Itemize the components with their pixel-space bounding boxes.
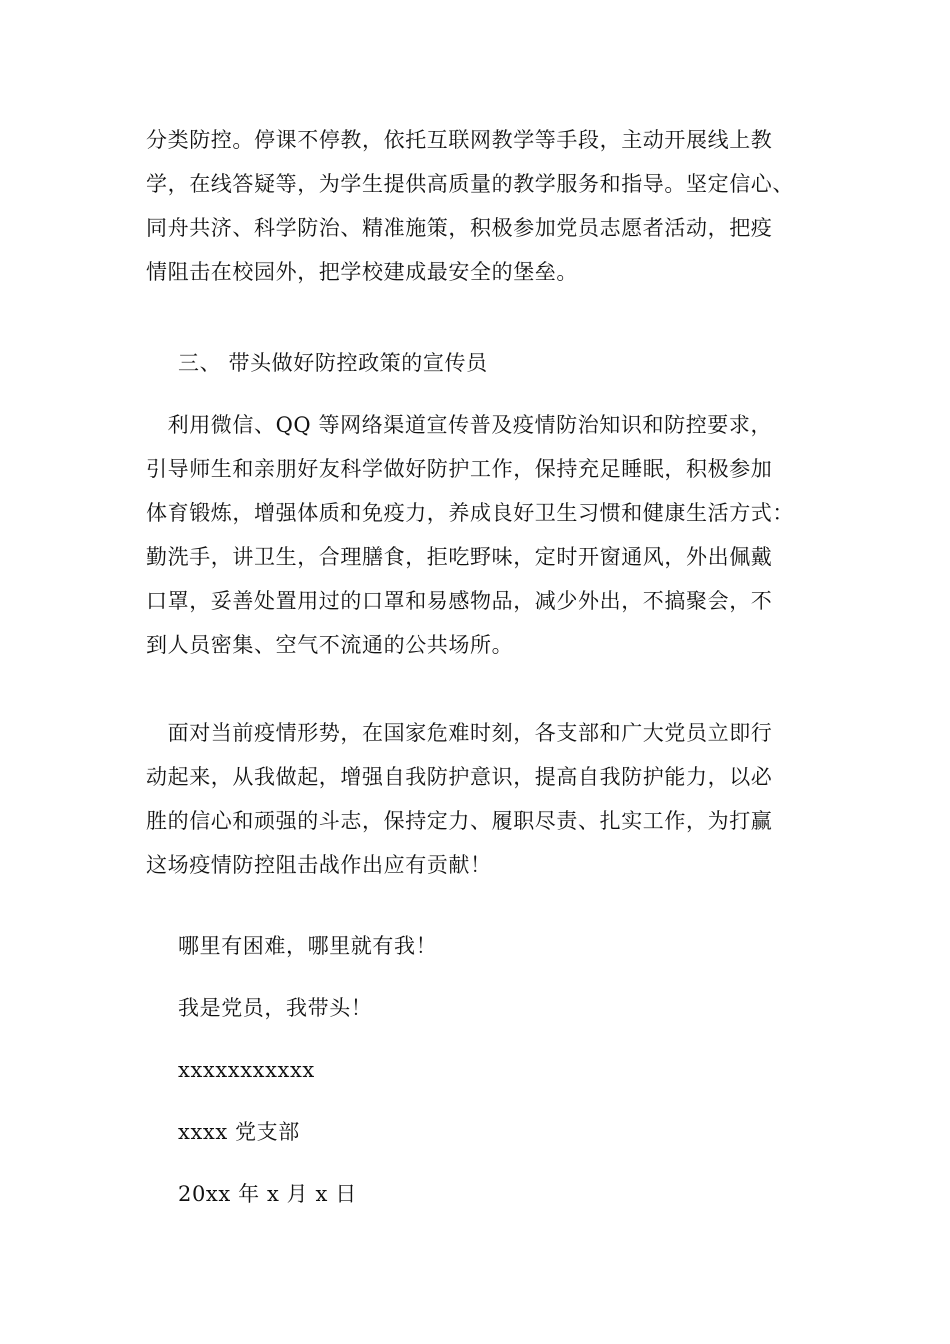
text-line: 面对当前疫情形势，在国家危难时刻，各支部和广大党员立即行 xyxy=(146,721,773,745)
text-line: 利用微信、QQ 等网络渠道宣传普及疫情防治知识和防控要求， xyxy=(146,413,773,437)
text-line: 到人员密集、空气不流通的公共场所。 xyxy=(146,633,514,657)
text-line: 这场疫情防控阻击战作出应有贡献！ xyxy=(146,853,492,877)
text-line: 勤洗手，讲卫生，合理膳食，拒吃野味，定时开窗通风，外出佩戴 xyxy=(146,545,773,569)
text-line: 口罩，妥善处置用过的口罩和易感物品，减少外出，不搞聚会，不 xyxy=(146,589,773,613)
text-line: 胜的信心和顽强的斗志，保持定力、履职尽责、扎实工作，为打赢 xyxy=(146,809,773,833)
text-line: 分类防控。停课不停教，依托互联网教学等手段，主动开展线上教 xyxy=(146,128,773,152)
text-line: 动起来，从我做起，增强自我防护意识，提高自我防护能力，以必 xyxy=(146,765,773,789)
slogan-difficulty: 哪里有困难，哪里就有我！ xyxy=(178,934,438,958)
text-line: 学，在线答疑等，为学生提供高质量的教学服务和指导。坚定信心、 xyxy=(146,172,794,196)
paragraph-publicity xyxy=(146,403,806,667)
signature-date: 20xx 年 x 月 x 日 xyxy=(178,1182,357,1206)
text-line: 情阻击在校园外，把学校建成最安全的堡垒。 xyxy=(146,260,578,284)
paragraph-call-to-action xyxy=(146,711,806,887)
signature-branch: xxxx 党支部 xyxy=(178,1120,300,1144)
paragraph-prevention xyxy=(146,118,806,294)
text-line: 同舟共济、科学防治、精准施策，积极参加党员志愿者活动，把疫 xyxy=(146,216,773,240)
text-line: 引导师生和亲朋好友科学做好防护工作，保持充足睡眠，积极参加 xyxy=(146,457,773,481)
text-line: 体育锻炼，增强体质和免疫力，养成良好卫生习惯和健康生活方式： xyxy=(146,501,794,525)
signature-name: xxxxxxxxxxx xyxy=(178,1058,315,1082)
slogan-party-member: 我是党员，我带头！ xyxy=(178,996,373,1020)
section-heading-3: 三、 带头做好防控政策的宣传员 xyxy=(178,351,488,375)
